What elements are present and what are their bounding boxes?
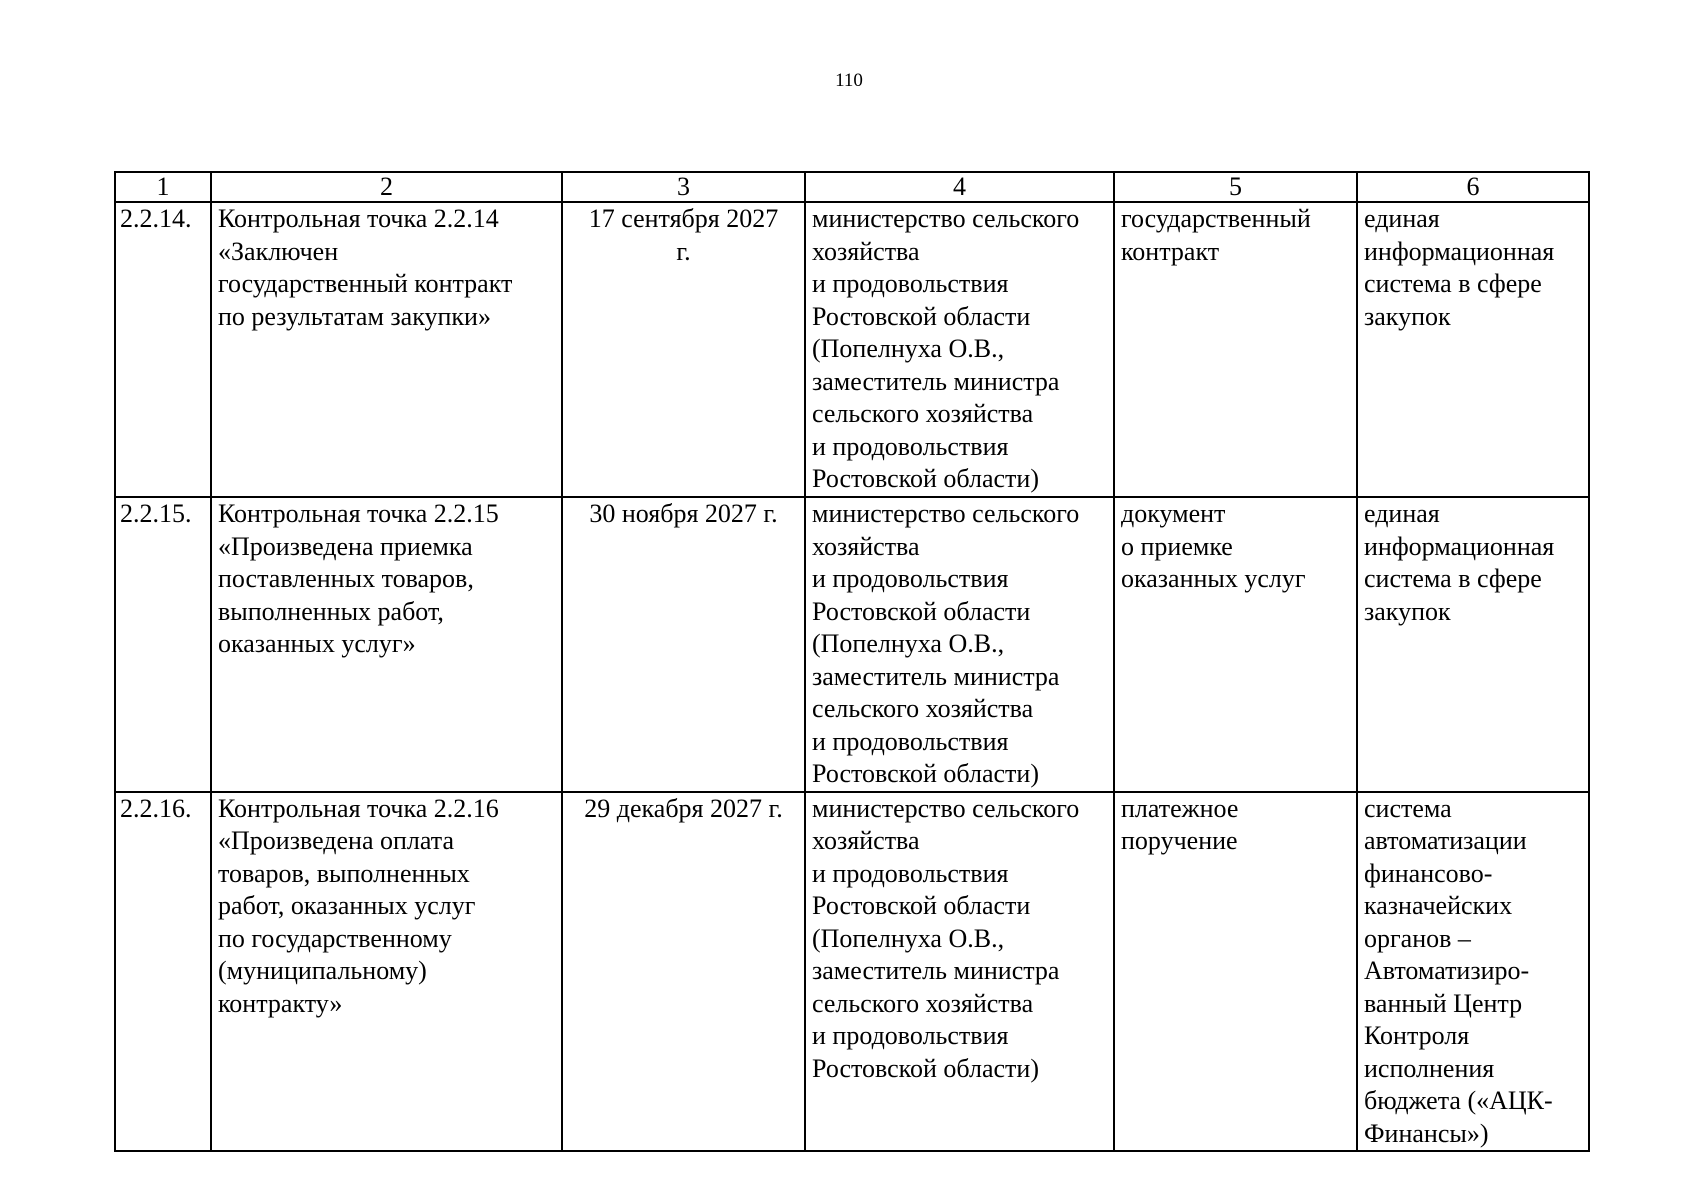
responsible-executor: министерство сельского хозяйства и продовольствия Ростовской области (Попелнуха О.В., заместитель министра сельского хозяйства и продовольствия Ростовской области): [805, 497, 1114, 792]
information-system: единая информационная система в сфере закупок: [1357, 497, 1589, 792]
deadline-date: 30 ноября 2027 г.: [562, 497, 805, 792]
column-header: 1: [115, 172, 211, 202]
table-header-row: [115, 172, 1589, 202]
column-header: 4: [805, 172, 1114, 202]
column-header: 3: [562, 172, 805, 202]
page-number: 110: [835, 70, 863, 91]
row-number: 2.2.16.: [115, 792, 211, 1152]
confirming-document: платежное поручение: [1114, 792, 1357, 1152]
confirming-document: государственный контракт: [1114, 202, 1357, 497]
table-row: [115, 202, 1589, 497]
column-header: 2: [211, 172, 562, 202]
table-row: [115, 792, 1589, 1152]
row-number: 2.2.15.: [115, 497, 211, 792]
information-system: единая информационная система в сфере закупок: [1357, 202, 1589, 497]
responsible-executor: министерство сельского хозяйства и продовольствия Ростовской области (Попелнуха О.В., заместитель министра сельского хозяйства и продовольствия Ростовской области): [805, 202, 1114, 497]
column-header: 5: [1114, 172, 1357, 202]
table-row: [115, 497, 1589, 792]
responsible-executor: министерство сельского хозяйства и продовольствия Ростовской области (Попелнуха О.В., заместитель министра сельского хозяйства и продовольствия Ростовской области): [805, 792, 1114, 1152]
control-point-name: Контрольная точка 2.2.15 «Произведена приемка поставленных товаров, выполненных работ, оказанных услуг»: [211, 497, 562, 792]
deadline-date: 29 декабря 2027 г.: [562, 792, 805, 1152]
control-point-name: Контрольная точка 2.2.16 «Произведена оплата товаров, выполненных работ, оказанных услуг по государственному (муниципальному) контракту»: [211, 792, 562, 1152]
control-points-table: [114, 171, 1590, 1152]
deadline-date: 17 сентября 2027 г.: [562, 202, 805, 497]
information-system: система автоматизации финансово- казначейских органов – Автоматизиро- ванный Центр Контроля исполнения бюджета («АЦК- Финансы»): [1357, 792, 1589, 1152]
control-point-name: Контрольная точка 2.2.14 «Заключен государственный контракт по результатам закупки»: [211, 202, 562, 497]
column-header: 6: [1357, 172, 1589, 202]
confirming-document: документ о приемке оказанных услуг: [1114, 497, 1357, 792]
row-number: 2.2.14.: [115, 202, 211, 497]
